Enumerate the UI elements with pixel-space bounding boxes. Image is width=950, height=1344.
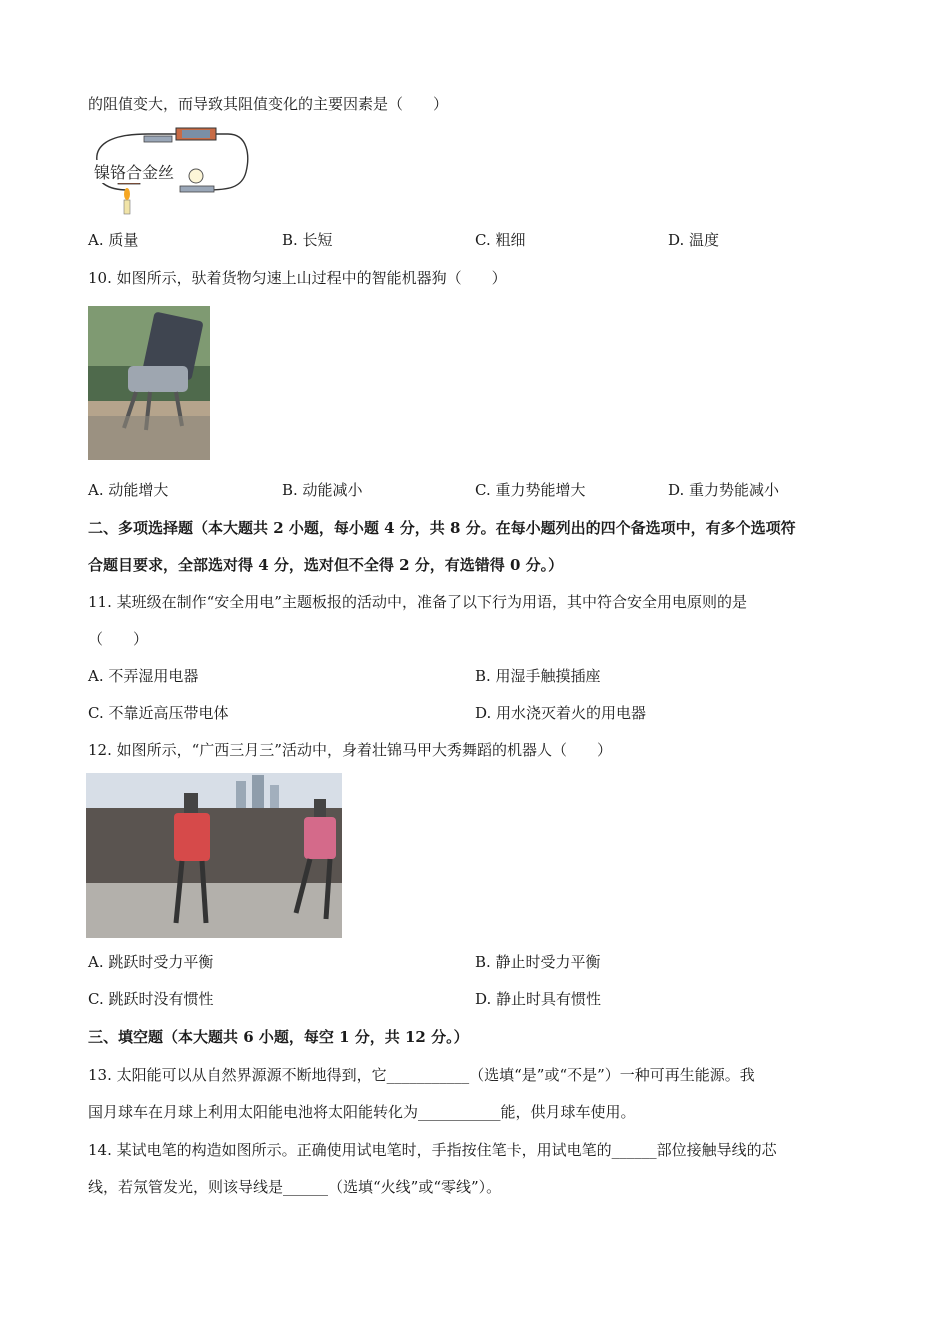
robot-dog-photo [88,306,210,460]
q12-option-d: D. 静止时具有惯性 [475,990,602,1008]
q12-option-a: A. 跳跃时受力平衡 [88,953,214,971]
q9-option-b: B. 长短 [282,231,333,249]
q14-line1: 14. 某试电笔的构造如图所示。正确使用试电笔时，手指按住笔卡，用试电笔的______部位接触导线的芯 [88,1141,777,1159]
q10-stem: 10. 如图所示，驮着货物匀速上山过程中的智能机器狗（ ） [88,269,507,287]
q11-option-a: A. 不弄湿用电器 [88,667,199,685]
dancing-robots-photo [86,773,342,938]
q9-circuit-figure [88,126,252,218]
q13-line2: 国月球车在月球上利用太阳能电池将太阳能转化为___________能，供月球车使用。 [88,1103,636,1121]
q9-option-d: D. 温度 [668,231,720,249]
q11-option-d: D. 用水浇灭着火的用电器 [475,704,647,722]
q9-stem-tail: 的阻值变大，而导致其阻值变化的主要因素是（ ） [88,95,449,113]
q10-option-b: B. 动能减小 [282,481,363,499]
q11-answer-blank: （ ） [88,630,149,648]
q11-stem: 11. 某班级在制作“安全用电”主题板报的活动中，准备了以下行为用语，其中符合安全用电原则的是 [88,593,747,611]
q9-option-c: C. 粗细 [475,231,526,249]
q10-option-d: D. 重力势能减小 [668,481,780,499]
section2-heading-line2: 合题目要求，全部选对得 4 分，选对但不全得 2 分，有选错得 0 分。） [88,556,564,574]
section3-heading: 三、填空题（本大题共 6 小题，每空 1 分，共 12 分。） [88,1028,469,1046]
q9-option-a: A. 质量 [88,231,139,249]
q10-option-c: C. 重力势能增大 [475,481,586,499]
q10-option-a: A. 动能增大 [88,481,169,499]
nichrome-wire-label: 镍铬合金丝 [94,160,174,183]
q12-option-c: C. 跳跃时没有惯性 [88,990,214,1008]
q13-line1: 13. 太阳能可以从自然界源源不断地得到，它___________（选填“是”或“不是”）一种可再生能源。我 [88,1066,755,1084]
section2-heading-line1: 二、多项选择题（本大题共 2 小题，每小题 4 分，共 8 分。在每小题列出的四个备选项中，有多个选项符 [88,519,796,537]
q12-stem: 12. 如图所示，“广西三月三”活动中，身着壮锦马甲大秀舞蹈的机器人（ ） [88,741,612,759]
q14-line2: 线，若氖管发光，则该导线是______（选填“火线”或“零线”）。 [88,1178,502,1196]
q11-option-b: B. 用湿手触摸插座 [475,667,601,685]
q11-option-c: C. 不靠近高压带电体 [88,704,229,722]
q12-option-b: B. 静止时受力平衡 [475,953,601,971]
